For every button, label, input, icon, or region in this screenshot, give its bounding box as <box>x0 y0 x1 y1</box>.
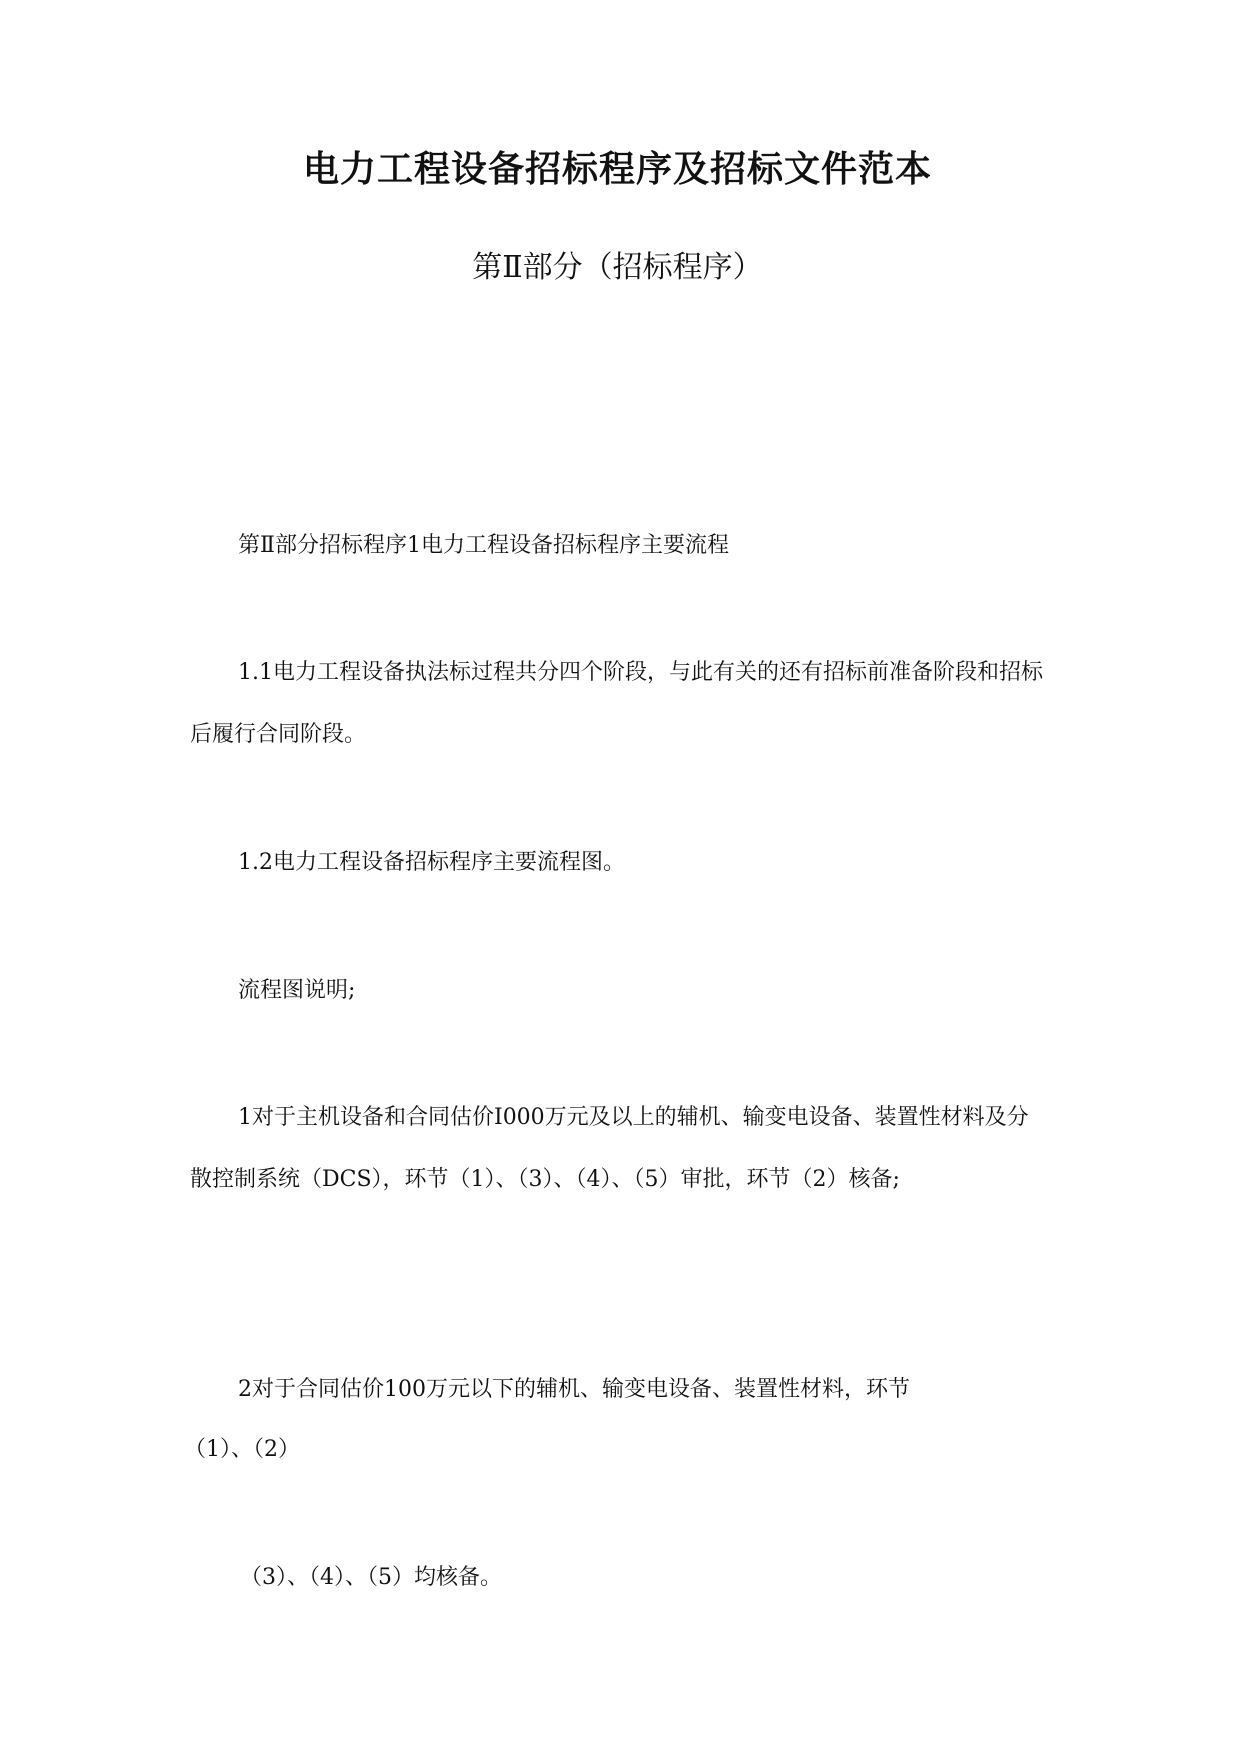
paragraph-item-2-continuation: （3）、（4）、（5）均核备。 <box>240 1565 502 1590</box>
document-subtitle: 第Ⅱ部分（招标程序） <box>472 250 763 285</box>
paragraph-item-1: 1对于主机设备和合同估价I000万元及以上的辅机、输变电设备、装置性材料及分散控制系统（DCS），环节（1）、（3）、（4）、（5）审批，环节（2）核备; <box>190 1105 1029 1192</box>
paragraph-flowchart-note: 流程图说明; <box>238 978 356 1003</box>
paragraph-1-1: 1.1电力工程设备执法标过程共分四个阶段，与此有关的还有招标前准备阶段和招标后履行合同阶段。 <box>190 660 1043 747</box>
paragraph-item-2-line-2: （1）、（2） <box>184 1437 300 1462</box>
document-title: 电力工程设备招标程序及招标文件范本 <box>302 149 932 190</box>
paragraph-1-2: 1.2电力工程设备招标程序主要流程图。 <box>238 850 625 875</box>
paragraph-section-heading: 第Ⅱ部分招标程序1电力工程设备招标程序主要流程 <box>238 533 729 558</box>
paragraph-item-2-line-1: 2对于合同估价100万元以下的辅机、输变电设备、装置性材料，环节 <box>238 1377 910 1402</box>
